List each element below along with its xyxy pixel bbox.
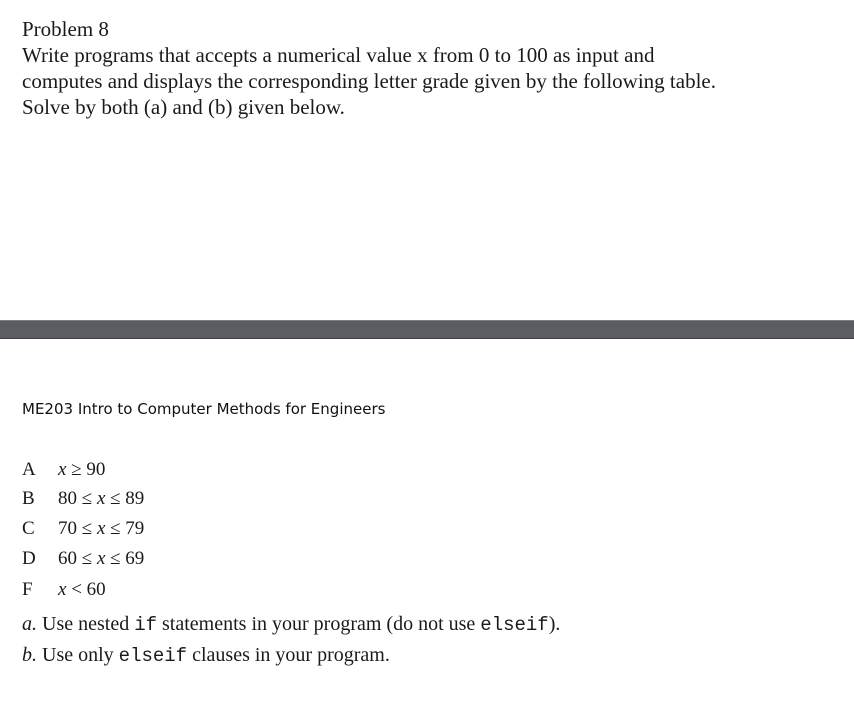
page-separator [0, 320, 854, 339]
problem-title: Problem 8 [22, 17, 109, 41]
grade-cond-suffix: ≤ 79 [105, 518, 145, 539]
part-b-code-elseif: elseif [118, 645, 188, 667]
grade-letter: D [22, 548, 36, 569]
grade-cond-variable: x [96, 518, 106, 539]
part-a-code-elseif: elseif [480, 614, 549, 636]
grade-cond-variable: x [58, 459, 67, 480]
part-a-text-2: statements in your program (do not use [157, 613, 481, 635]
grade-letter: B [22, 488, 35, 509]
part-a-instruction [22, 611, 560, 638]
part-a-text-3: ). [548, 613, 561, 635]
grade-cond-prefix: 80 ≤ [58, 488, 97, 509]
grade-cond-prefix: 70 ≤ [58, 518, 97, 539]
part-b-label: b. [22, 644, 37, 666]
grade-cond-suffix: < 60 [66, 579, 106, 600]
part-a-text-1: Use nested [37, 613, 135, 635]
course-header: ME203 Intro to Computer Methods for Engineers [22, 400, 386, 418]
grade-letter: F [22, 579, 33, 600]
part-a-label: a. [22, 613, 37, 635]
grade-cond-suffix: ≤ 69 [105, 548, 145, 569]
part-a-code-if: if [134, 614, 158, 636]
grade-cond-variable: x [96, 548, 106, 569]
part-b-text-2: clauses in your program. [187, 644, 390, 666]
grade-condition [58, 544, 144, 574]
problem-text-line-2: computes and displays the corresponding letter grade given by the following table. [22, 69, 716, 93]
grade-letter: A [22, 459, 36, 480]
grade-condition [58, 455, 105, 485]
grade-cond-variable: x [96, 488, 106, 509]
problem-text-line-1: Write programs that accepts a numerical value x from 0 to 100 as input and [22, 43, 655, 67]
grade-cond-prefix: 60 ≤ [58, 548, 97, 569]
grade-letter: C [22, 518, 35, 539]
grade-condition [58, 575, 106, 605]
grade-condition [58, 484, 144, 514]
problem-text-line-3: Solve by both (a) and (b) given below. [22, 95, 345, 119]
part-b-instruction [22, 642, 390, 669]
grade-cond-variable: x [58, 579, 67, 600]
part-b-text-1: Use only [37, 644, 119, 666]
grade-cond-suffix: ≤ 89 [105, 488, 145, 509]
grade-cond-suffix: ≥ 90 [66, 459, 106, 480]
grade-condition [58, 514, 144, 544]
